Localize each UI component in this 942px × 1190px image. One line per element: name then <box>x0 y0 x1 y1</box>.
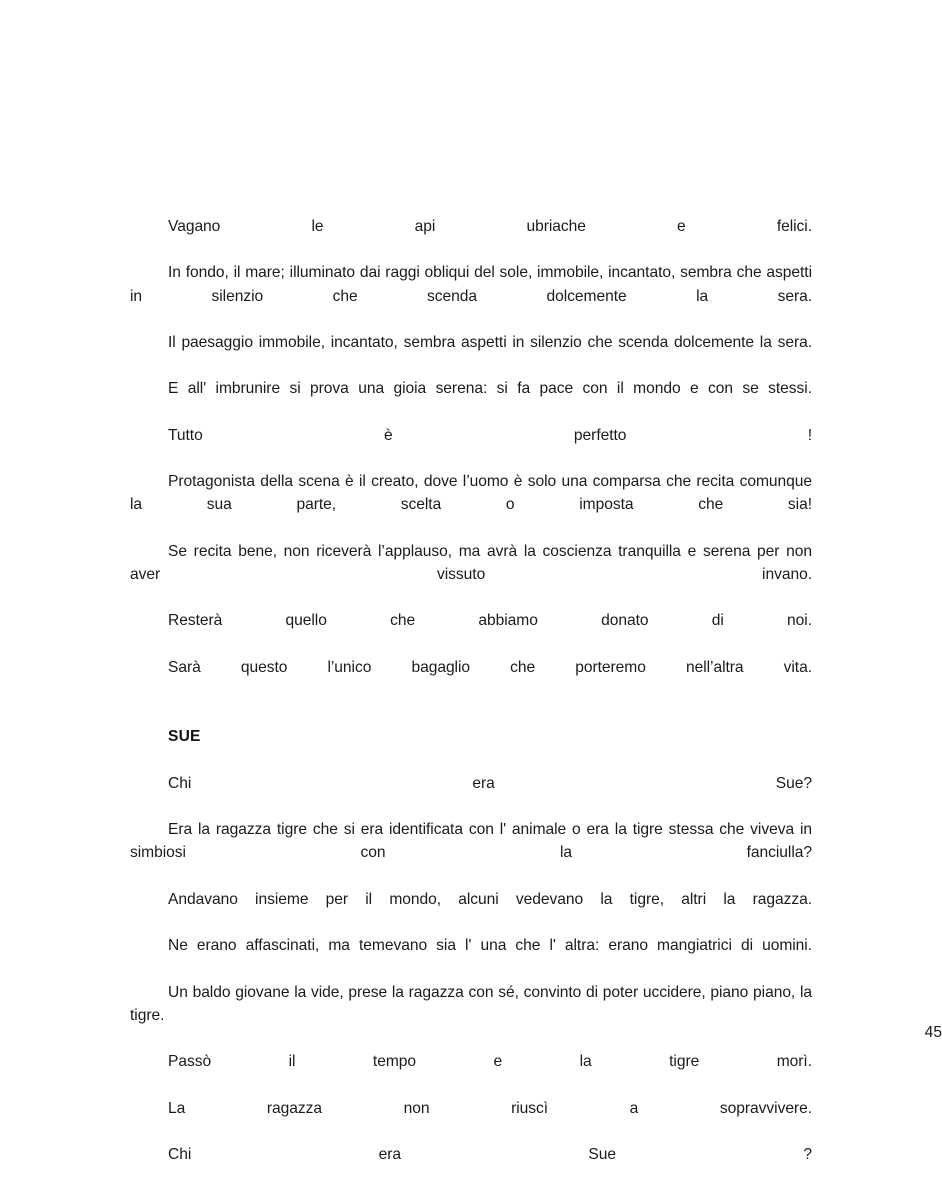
paragraph: Protagonista della scena è il creato, dove l’uomo è solo una comparsa che recita comunque la sua parte, scelta o imposta che sia! <box>130 473 812 514</box>
paragraph: Andavano insieme per il mondo, alcuni vedevano la tigre, altri la ragazza. <box>168 890 812 908</box>
paragraph: Resterà quello che abbiamo donato di noi. <box>168 612 812 630</box>
paragraph: E all' imbrunire si prova una gioia serena: si fa pace con il mondo e con se stessi. <box>168 380 812 398</box>
paragraph: Passò il tempo e la tigre morì. <box>168 1053 812 1071</box>
paragraph: Ne erano affascinati, ma temevano sia l' una che l' altra: erano mangiatrici di uomini. <box>168 937 812 955</box>
paragraph: Vagano le api ubriache e felici. <box>168 218 812 235</box>
text-column <box>130 215 942 1190</box>
section-spacer <box>130 702 812 725</box>
paragraph: In fondo, il mare; illuminato dai raggi obliqui del sole, immobile, incantato, sembra che aspetti in silenzio che scenda dolcemente la sera. <box>130 264 812 305</box>
paragraph: Sarà questo l’unico bagaglio che porteremo nell’altra vita. <box>168 658 812 676</box>
paragraph: Chi era Sue? <box>168 774 812 792</box>
paragraph: Un baldo giovane la vide, prese la ragazza con sé, convinto di poter uccidere, piano piano, la tigre. <box>130 983 812 1024</box>
paragraph: Se recita bene, non riceverà l’applauso, ma avrà la coscienza tranquilla e serena per non aver vissuto invano. <box>130 542 812 584</box>
section-spacer <box>130 749 812 772</box>
paragraph: Tutto è perfetto ! <box>168 426 812 444</box>
paragraph: Era la ragazza tigre che si era identificata con l' animale o era la tigre stessa che viveva in simbiosi con la fanciulla? <box>130 821 812 862</box>
paragraph: La ragazza non riuscì a sopravvivere. <box>168 1099 812 1117</box>
paragraph: Chi era Sue ? <box>168 1146 812 1164</box>
page-number: 45 <box>924 1024 942 1041</box>
section-heading-sue: SUE <box>168 728 201 746</box>
paragraph: Il paesaggio immobile, incantato, sembra aspetti in silenzio che scenda dolcemente la sera. <box>168 334 812 352</box>
